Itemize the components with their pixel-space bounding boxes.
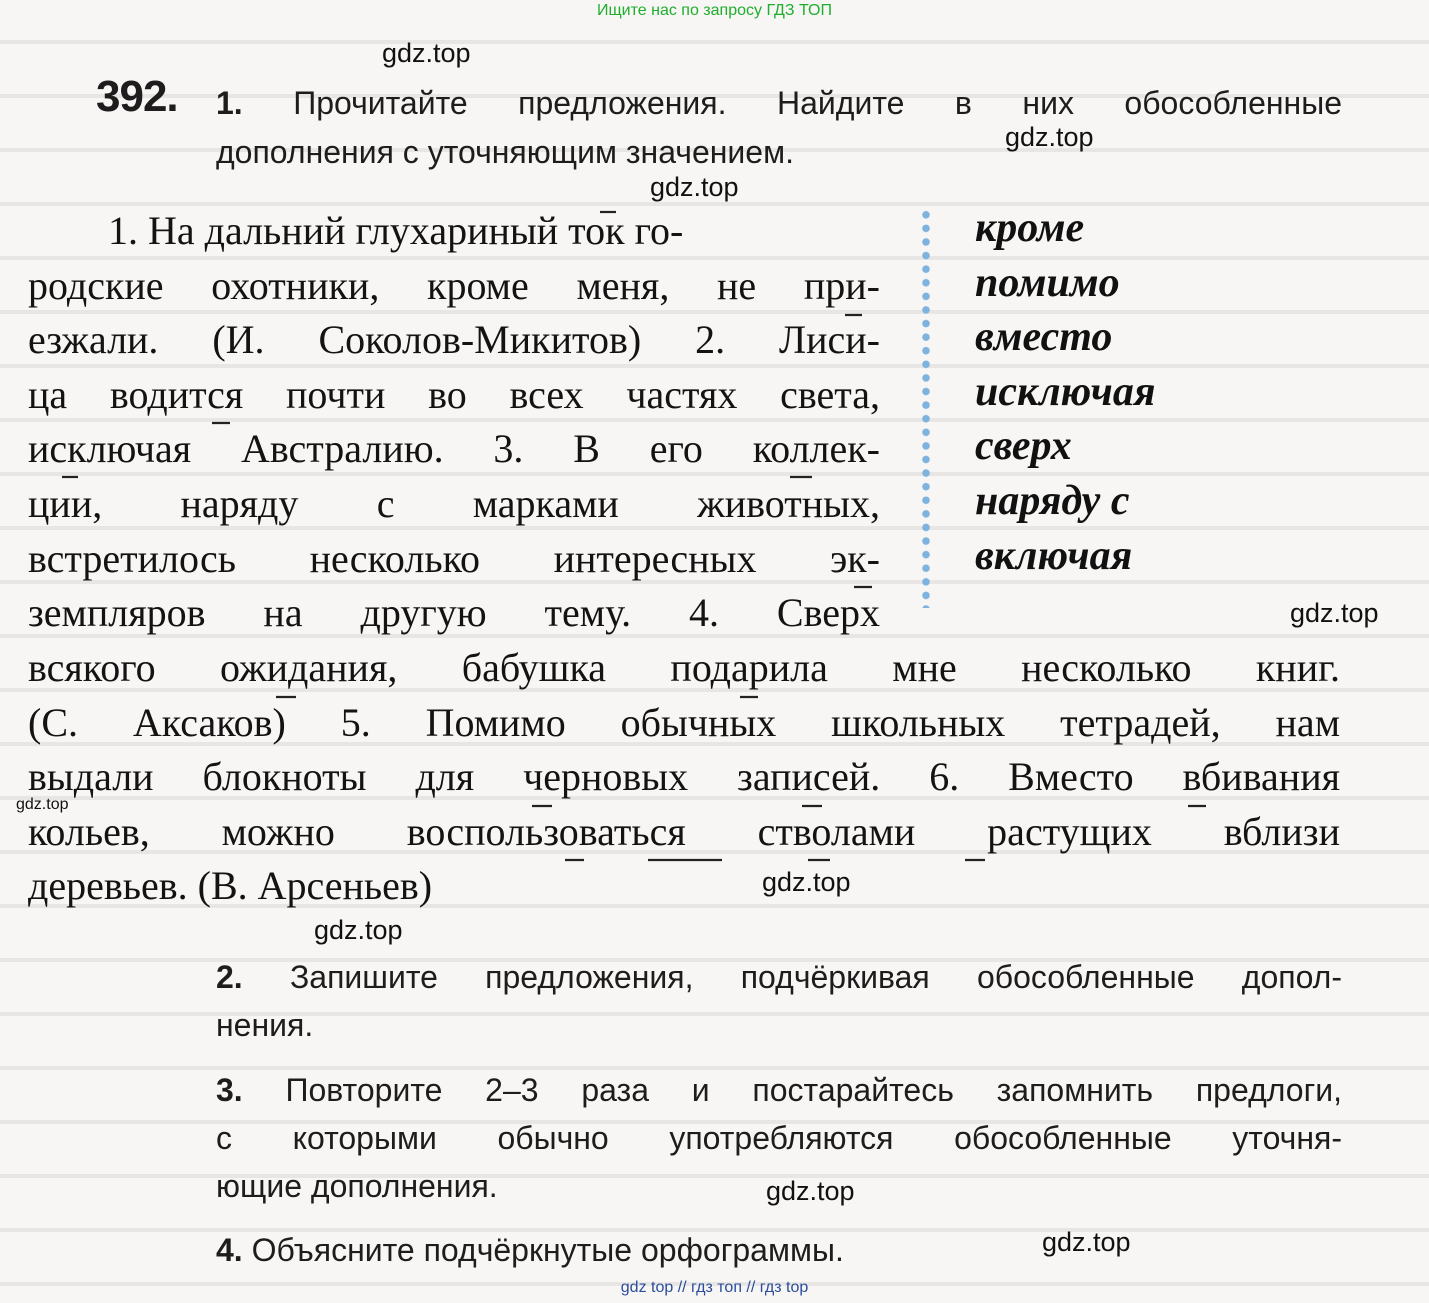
task-4-number: 4. — [216, 1232, 243, 1268]
watermark: gdz.top — [650, 172, 739, 202]
exercise-number: 392. — [96, 72, 178, 121]
watermark: gdz.top — [762, 867, 851, 897]
top-banner: Ищите нас по запросу ГДЗ ТОП — [597, 2, 832, 19]
watermark: gdz.top — [1042, 1227, 1131, 1257]
task-3-number: 3. — [216, 1072, 243, 1108]
watermark: gdz.top — [16, 796, 69, 813]
watermark: gdz.top — [382, 38, 471, 68]
sentence-line-10: (С. Аксаков) 5. Помимо обычных школьных тетрадей, нам — [28, 700, 1340, 745]
preposition-6: наряду с — [975, 478, 1130, 524]
sentence-line-5: исключая Австралию. 3. В его коллек- — [28, 426, 880, 471]
preposition-7: включая — [975, 533, 1133, 579]
watermark: gdz.top — [1005, 122, 1094, 152]
bottom-banner: gdz top // гдз топ // гдз top — [620, 1279, 809, 1296]
sentence-line-2: родские охотники, кроме меня, не при- — [28, 263, 880, 308]
task-3-line-1: 3. Повторите 2–3 раза и постарайтесь запомнить предлоги, — [216, 1072, 1343, 1108]
sentence-line-13: деревьев. (В. Арсеньев) — [28, 863, 433, 908]
sentence-line-6: ции, наряду с марками животных, — [28, 481, 880, 526]
sentence-line-11: выдали блокноты для черновых записей. 6. Вместо вбивания — [28, 754, 1340, 799]
sentence-line-1: 1. На дальний глухариный ток го- — [108, 208, 684, 253]
preposition-2: помимо — [975, 260, 1120, 306]
watermark: gdz.top — [314, 915, 403, 945]
task-1-line-1: 1. Прочитайте предложения. Найдите в них обособленные — [216, 85, 1343, 121]
task-2-number: 2. — [216, 959, 243, 995]
task-3-line-3: ющие дополнения. — [216, 1168, 498, 1204]
dotted-divider — [919, 208, 933, 608]
preposition-5: сверх — [975, 423, 1072, 469]
task-3-line-2: с которыми обычно употребляются обособленные уточня- — [216, 1120, 1342, 1156]
watermark: gdz.top — [1290, 598, 1379, 628]
task-4-line-1: 4. Объясните подчёркнутые орфограммы. — [216, 1232, 844, 1268]
task-2-line-1: 2. Запишите предложения, подчёркивая обособленные допол- — [216, 959, 1343, 995]
sentence-line-3: езжали. (И. Соколов-Микитов) 2. Лиси- — [28, 317, 880, 362]
watermark: gdz.top — [766, 1176, 855, 1206]
sentence-line-7: встретилось несколько интересных эк- — [28, 536, 880, 581]
sentence-line-8: земпляров на другую тему. 4. Сверх — [28, 590, 880, 635]
sentence-line-9: всякого ожидания, бабушка подарила мне несколько книг. — [28, 645, 1340, 690]
sentence-line-12: кольев, можно воспользоваться стволами растущих вблизи — [28, 809, 1340, 854]
preposition-4: исключая — [975, 369, 1156, 415]
task-1-number: 1. — [216, 85, 243, 121]
preposition-3: вместо — [975, 314, 1113, 360]
task-1-line-2: дополнения с уточняющим значением. — [216, 134, 794, 170]
task-2-line-2: нения. — [216, 1007, 314, 1043]
sentence-line-4: ца водится почти во всех частях света, — [28, 372, 880, 417]
preposition-1: кроме — [975, 205, 1085, 251]
